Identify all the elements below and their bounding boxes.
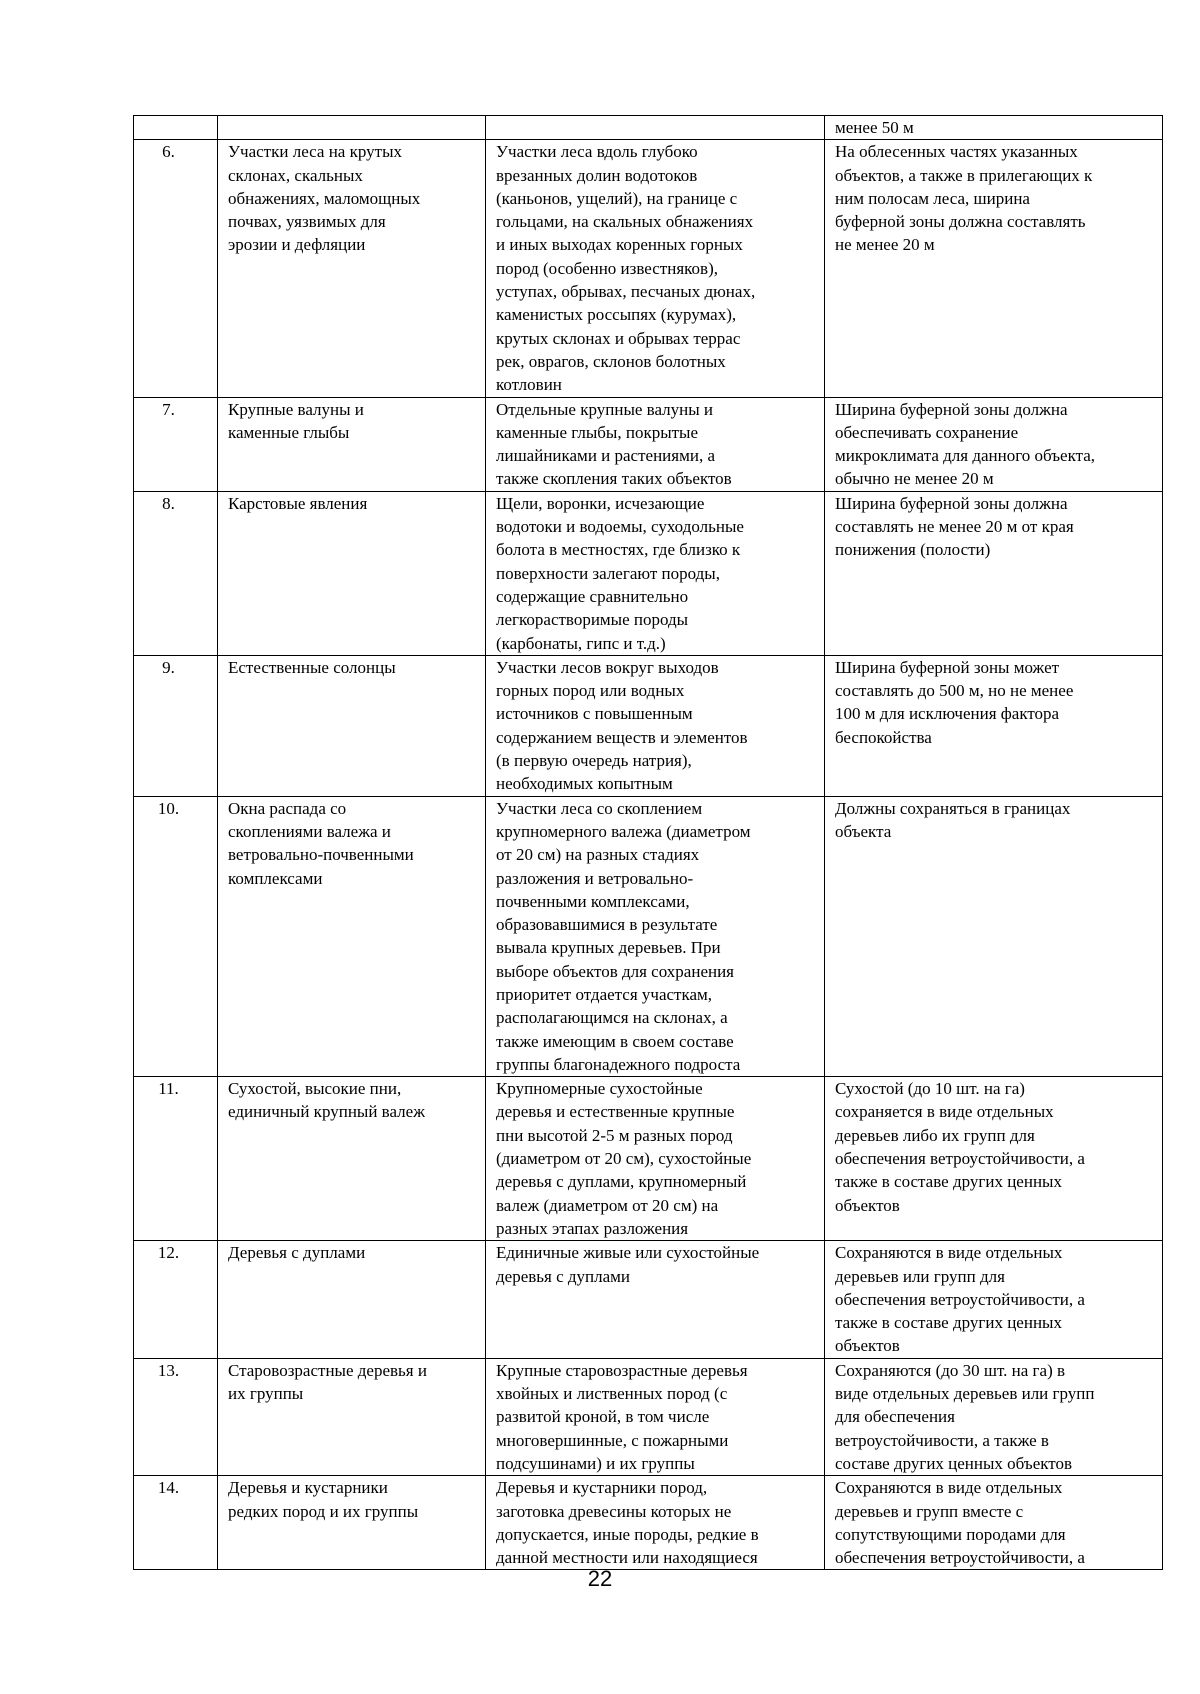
- buffer-zone-cell: Ширина буферной зоны должна составлять не менее 20 м от края понижения (полости): [825, 491, 1163, 655]
- table-row: [134, 397, 1163, 491]
- row-number-cell: 8.: [134, 491, 218, 655]
- object-description-cell: Деревья и кустарники пород, заготовка древесины которых не допускается, иные породы, редкие в данной местности или находящиеся: [486, 1476, 825, 1570]
- table-row: [134, 1241, 1163, 1358]
- table-row-continuation: [134, 116, 1163, 140]
- object-description-cell: Щели, воронки, исчезающие водотоки и водоемы, суходольные болота в местностях, где близко к поверхности залегают породы, содержащие сравнительно легкорастворимые породы (карбонаты, гипс и т.д.): [486, 491, 825, 655]
- object-name-cell: Деревья с дуплами: [218, 1241, 486, 1358]
- row-number-cell: 7.: [134, 397, 218, 491]
- table-row: [134, 1358, 1163, 1475]
- table-row: [134, 491, 1163, 655]
- object-name-cell: Карстовые явления: [218, 491, 486, 655]
- table-row: [134, 1077, 1163, 1241]
- row-number-cell: 12.: [134, 1241, 218, 1358]
- row-number-cell: 13.: [134, 1358, 218, 1475]
- buffer-zone-cell: Ширина буферной зоны может составлять до 500 м, но не менее 100 м для исключения фактора беспокойства: [825, 655, 1163, 796]
- row-number-cell: 10.: [134, 796, 218, 1077]
- buffer-zone-cell: менее 50 м: [825, 116, 1163, 140]
- row-number-cell: 14.: [134, 1476, 218, 1570]
- table-row: [134, 140, 1163, 397]
- table-row: [134, 1476, 1163, 1570]
- objects-table: [133, 115, 1163, 1570]
- buffer-zone-cell: Ширина буферной зоны должна обеспечивать сохранение микроклимата для данного объекта, обычно не менее 20 м: [825, 397, 1163, 491]
- row-number-cell: 9.: [134, 655, 218, 796]
- buffer-zone-cell: На облесенных частях указанных объектов, а также в прилегающих к ним полосам леса, ширина буферной зоны должна составлять не менее 20 м: [825, 140, 1163, 397]
- object-description-cell: Участки леса вдоль глубоко врезанных долин водотоков (каньонов, ущелий), на границе с гольцами, на скальных обнажениях и иных выходах коренных горных пород (особенно известняков), уступах, обрывах, песчаных дюнах, каменистых россыпях (курумах), крутых склонах и обрывах террас рек, оврагов, склонов болотных котловин: [486, 140, 825, 397]
- object-description-cell: Единичные живые или сухостойные деревья с дуплами: [486, 1241, 825, 1358]
- object-name-cell: Деревья и кустарники редких пород и их группы: [218, 1476, 486, 1570]
- row-number-cell: 11.: [134, 1077, 218, 1241]
- object-name-cell: Естественные солонцы: [218, 655, 486, 796]
- table-body: [134, 116, 1163, 1570]
- object-description-cell: Крупномерные сухостойные деревья и естественные крупные пни высотой 2-5 м разных пород (диаметром от 20 см), сухостойные деревья с дуплами, крупномерный валеж (диаметром от 20 см) на разных этапах разложения: [486, 1077, 825, 1241]
- object-name-cell: Крупные валуны и каменные глыбы: [218, 397, 486, 491]
- buffer-zone-cell: Должны сохраняться в границах объекта: [825, 796, 1163, 1077]
- buffer-zone-cell: Сухостой (до 10 шт. на га) сохраняется в виде отдельных деревьев либо их групп для обеспечения ветроустойчивости, а также в составе других ценных объектов: [825, 1077, 1163, 1241]
- object-description-cell: Крупные старовозрастные деревья хвойных и лиственных пород (с развитой кроной, в том числе многовершинные, с пожарными подсушинами) и их группы: [486, 1358, 825, 1475]
- object-description-cell: Участки леса со скоплением крупномерного валежа (диаметром от 20 см) на разных стадиях разложения и ветровально- почвенными комплексами, образовавшимися в результате вывала крупных деревьев. При выборе объектов для сохранения приоритет отдается участкам, располагающимся на склонах, а также имеющим в своем составе группы благонадежного подроста: [486, 796, 825, 1077]
- buffer-zone-cell: Сохраняются в виде отдельных деревьев и групп вместе с сопутствующими породами для обеспечения ветроустойчивости, а: [825, 1476, 1163, 1570]
- object-name-cell: Сухостой, высокие пни, единичный крупный валеж: [218, 1077, 486, 1241]
- table-row: [134, 796, 1163, 1077]
- object-description-cell: [486, 116, 825, 140]
- object-name-cell: Участки леса на крутых склонах, скальных обнажениях, маломощных почвах, уязвимых для эрозии и дефляции: [218, 140, 486, 397]
- row-number-cell: [134, 116, 218, 140]
- object-description-cell: Участки лесов вокруг выходов горных пород или водных источников с повышенным содержанием веществ и элементов (в первую очередь натрия), необходимых копытным: [486, 655, 825, 796]
- table-row: [134, 655, 1163, 796]
- buffer-zone-cell: Сохраняются в виде отдельных деревьев или групп для обеспечения ветроустойчивости, а также в составе других ценных объектов: [825, 1241, 1163, 1358]
- object-description-cell: Отдельные крупные валуны и каменные глыбы, покрытые лишайниками и растениями, а также скопления таких объектов: [486, 397, 825, 491]
- object-name-cell: Окна распада со скоплениями валежа и ветровально-почвенными комплексами: [218, 796, 486, 1077]
- page-number: 22: [587, 1566, 613, 1591]
- object-name-cell: Старовозрастные деревья и их группы: [218, 1358, 486, 1475]
- object-name-cell: [218, 116, 486, 140]
- buffer-zone-cell: Сохраняются (до 30 шт. на га) в виде отдельных деревьев или групп для обеспечения ветроустойчивости, а также в составе других ценных объектов: [825, 1358, 1163, 1475]
- row-number-cell: 6.: [134, 140, 218, 397]
